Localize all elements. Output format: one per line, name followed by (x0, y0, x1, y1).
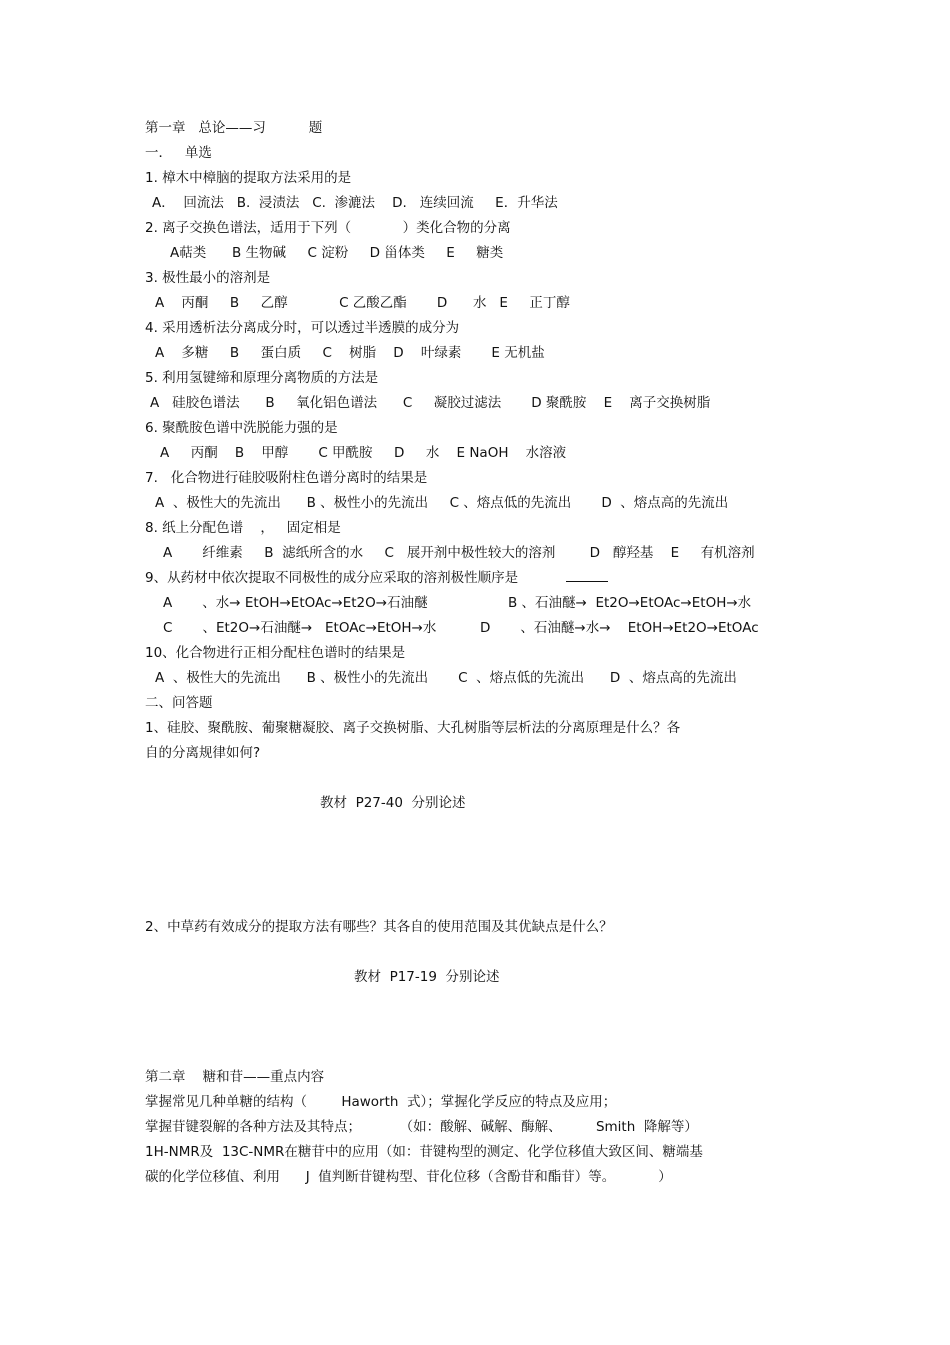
qa-1-answer: 教材 P27-40 分别论述 (320, 795, 466, 811)
section-single-choice: 一． 单选 (145, 145, 212, 161)
qa-1-line-1: 1、硅胶、聚酰胺、葡聚糖凝胶、离子交换树脂、大孔树脂等层析法的分离原理是什么？各 (145, 720, 681, 736)
question-5-options: A 硅胶色谱法 B 氧化铝色谱法 C 凝胶过滤法 D 聚酰胺 E 离子交换树脂 (150, 395, 711, 411)
question-9-text: 9、从药材中依次提取不同极性的成分应采取的溶剂极性顺序是 (145, 570, 519, 586)
question-2: 2. 离子交换色谱法，适用于下列（ ）类化合物的分离 (145, 220, 511, 236)
chapter2-title: 第二章 糖和苷——重点内容 (145, 1069, 325, 1085)
qa-2-answer: 教材 P17-19 分别论述 (354, 969, 500, 985)
chapter1-title: 第一章 总论——习 题 (145, 120, 323, 136)
question-10-options: A 、极性大的先流出 B 、极性小的先流出 C 、熔点低的先流出 D 、熔点高的先流出 (155, 670, 737, 686)
qa-1-line-2: 自的分离规律如何? (145, 745, 261, 761)
question-7-options: A 、极性大的先流出 B 、极性小的先流出 C 、熔点低的先流出 D 、熔点高的先流出 (155, 495, 729, 511)
question-8: 8. 纸上分配色谱 ， 固定相是 (145, 520, 341, 536)
question-9-option-a: A 、水→ EtOH→EtOAc→Et2O→石油醚 (163, 595, 428, 611)
question-4-options: A 多糖 B 蛋白质 C 树脂 D 叶绿素 E 无机盐 (155, 345, 545, 361)
section-qa: 二、问答题 (145, 695, 213, 711)
answer-blank (566, 569, 608, 582)
chapter2-line-1: 掌握常见几种单糖的结构（ Haworth 式）；掌握化学反应的特点及应用； (145, 1094, 617, 1110)
question-9-option-b: B 、石油醚→ Et2O→EtOAc→EtOH→水 (508, 595, 752, 611)
qa-2: 2、中草药有效成分的提取方法有哪些？其各自的使用范围及其优缺点是什么？ (145, 919, 613, 935)
question-3: 3. 极性最小的溶剂是 (145, 270, 271, 286)
chapter2-line-4: 碳的化学位移值、利用 J 值判断苷键构型、苷化位移（含酚苷和酯苷）等。 ） (145, 1169, 672, 1185)
question-3-options: A 丙酮 B 乙醇 C 乙酸乙酯 D 水 E 正丁醇 (155, 295, 570, 311)
question-2-options: A萜类 B 生物碱 C 淀粉 D 甾体类 E 糖类 (170, 245, 504, 261)
question-5: 5. 利用氢键缔和原理分离物质的方法是 (145, 370, 379, 386)
question-10: 10、化合物进行正相分配柱色谱时的结果是 (145, 645, 406, 661)
chapter2-line-3: 1H-NMR及 13C-NMR在糖苷中的应用（如：苷键构型的测定、化学位移值大致区间、糖端基 (145, 1144, 703, 1160)
question-1-options: A． 回流法 B. 浸渍法 C. 渗漉法 D. 连续回流 E．升华法 (152, 195, 558, 211)
question-4: 4. 采用透析法分离成分时，可以透过半透膜的成分为 (145, 320, 460, 336)
question-9-option-c: C 、Et2O→石油醚→ EtOAc→EtOH→水 (163, 620, 437, 636)
question-9-option-d: D 、石油醚→水→ EtOH→Et2O→EtOAc (480, 620, 759, 636)
question-9 (145, 569, 608, 587)
chapter2-line-2: 掌握苷键裂解的各种方法及其特点； （如：酸解、碱解、酶解、 Smith 降解等） (145, 1119, 698, 1135)
question-6-options: A 丙酮 B 甲醇 C 甲酰胺 D 水 E NaOH 水溶液 (160, 445, 567, 461)
question-1: 1. 樟木中樟脑的提取方法采用的是 (145, 170, 352, 186)
question-8-options: A 纤维素 B 滤纸所含的水 C 展开剂中极性较大的溶剂 D 醇羟基 E 有机溶剂 (163, 545, 755, 561)
question-6: 6. 聚酰胺色谱中洗脱能力强的是 (145, 420, 338, 436)
question-7: 7. 化合物进行硅胶吸附柱色谱分离时的结果是 (145, 470, 428, 486)
